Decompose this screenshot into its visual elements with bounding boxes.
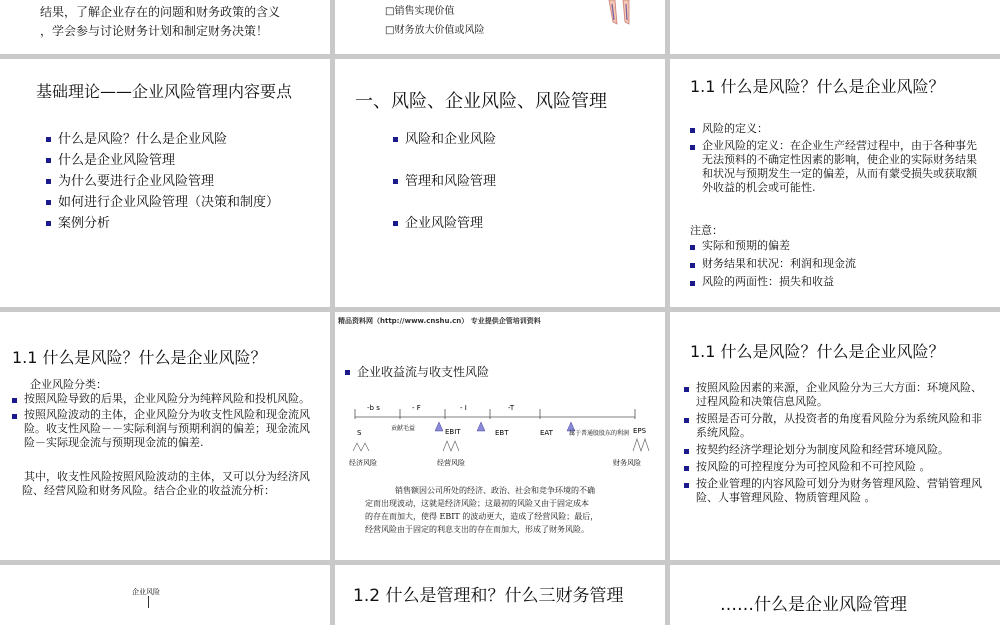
topic-item: 什么是企业风险管理 [46, 152, 306, 169]
node-label: EPS [633, 427, 647, 435]
slide-title: 1.1 什么是风险？什么是企业风险？ [690, 77, 945, 96]
topic-list [46, 131, 306, 232]
segment-label: - I [460, 404, 467, 412]
intro-line-1: 结果，了解企业存在的问题和财务政策的含义 [40, 5, 281, 19]
watermark-header: 精品资料网（http://www.cnshu.cn） 专业提供企管培训资料 [338, 317, 541, 325]
segment-label: -b s [367, 404, 380, 412]
slide-risk-classification [0, 312, 330, 560]
sources-list [684, 381, 984, 505]
legs-illustration [599, 0, 649, 28]
slide-blank-top [670, 0, 1000, 54]
definition-list [690, 122, 978, 195]
flow-explanation [365, 484, 655, 536]
sources-item: 按契约经济学理论划分为制度风险和经营环境风险。 [684, 443, 984, 457]
slide-intro-tail [0, 0, 330, 54]
flow-line: 销售额因公司所处的经济、政治、社会和竞争环境的不确 [395, 486, 595, 495]
flow-line: 的存在而加大，使得 EBIT 的波动更大，造成了经营风险；最后， [365, 512, 599, 521]
slide-risk-tree [0, 565, 330, 625]
intro-line-2: ，学会参与讨论财务计划和制定财务决策！ [40, 24, 269, 38]
sources-item: 按企业管理的内容风险可划分为财务管理风险、营销管理风险、人事管理风险、物质管理风险 。 [684, 477, 984, 505]
node-label: EBIT [445, 428, 461, 436]
classification-label: 企业风险分类： [30, 378, 107, 391]
section-list [393, 131, 496, 232]
node-label: EAT [540, 429, 553, 437]
slide-title: 一、风险、企业风险、风险管理 [355, 91, 607, 112]
slide-title: ……什么是企业风险管理 [720, 595, 907, 615]
slide-value-tail [335, 0, 665, 54]
topic-item: 为什么要进行企业风险管理 [46, 173, 306, 190]
common-profit-label: 属于普通股股东的利润 [569, 430, 630, 437]
slide-income-flow [335, 312, 665, 560]
sources-item: 按风险的可控程度分为可控风险和不可控风险 。 [684, 460, 984, 474]
slide-risk-management [670, 565, 1000, 625]
classification-item: 按照风险导致的后果，企业风险分为纯粹风险和投机风险。 [12, 392, 312, 406]
marker-triangle [477, 422, 485, 431]
value-item-2: □财务放大价值或风险 [385, 25, 485, 36]
note-item: 风险的两面性：损失和收益 [690, 275, 978, 289]
tree-root-label: 企业风险 [132, 588, 160, 596]
slide-risk-definition [670, 59, 1000, 307]
slide-management [335, 565, 665, 625]
income-flow-diagram [345, 397, 660, 477]
classification-para: 其中，收支性风险按照风险波动的主体，又可以分为经济风险、经营风险和财务风险。结合企业的收益流分析： [22, 470, 310, 497]
section-item: 企业风险管理 [393, 215, 496, 232]
classification-item: 按照风险波动的主体，企业风险分为收支性风险和现金流风险。收支性风险－－实际利润与预期利润的偏差；现金流风险－实际现金流与预期现金流的偏差. [12, 408, 312, 450]
classification-list [12, 392, 312, 450]
flow-line: 经营风险由于固定的利息支出的存在而加大，形成了财务风险。 [365, 525, 589, 534]
note-label: 注意： [690, 224, 723, 237]
definition-item: 风险的定义： [690, 122, 978, 136]
tree-connector [148, 596, 149, 608]
slide-title: 1.2 什么是管理和？什么三财务管理 [353, 586, 624, 606]
slide-basic-theory [0, 59, 330, 307]
sources-item: 按照风险因素的来源，企业风险分为三大方面：环境风险、过程风险和决策信息风险。 [684, 381, 984, 409]
topic-item: 如何进行企业风险管理（决策和制度） [46, 194, 306, 211]
topic-item: 案例分析 [46, 215, 306, 232]
value-item-1: □销售实现价值 [385, 6, 455, 17]
section-item: 管理和风险管理 [393, 173, 496, 190]
risk-label: 经济风险 [349, 459, 377, 467]
note-list [690, 239, 978, 289]
slide-risk-section [335, 59, 665, 307]
intro-text [40, 3, 280, 41]
section-item: 风险和企业风险 [393, 131, 496, 148]
contribution-label: 贡献毛益 [391, 425, 416, 432]
node-label: S [357, 429, 362, 437]
slide-risk-sources [670, 312, 1000, 560]
note-item: 财务结果和状况：利润和现金流 [690, 257, 978, 271]
node-label: EBT [495, 429, 509, 437]
slide-title: 1.1 什么是风险？什么是企业风险？ [12, 348, 267, 367]
marker-triangle [435, 422, 443, 431]
slide-title: 1.1 什么是风险？什么是企业风险？ [690, 342, 945, 361]
slide-title: 基础理论——企业风险管理内容要点 [36, 82, 293, 101]
flow-heading-item: 企业收益流与收支性风险 [345, 364, 489, 380]
risk-label: 经营风险 [437, 459, 465, 467]
note-item: 实际和预期的偏差 [690, 239, 978, 253]
segment-label: -T [508, 404, 515, 412]
topic-item: 什么是风险？什么是企业风险 [46, 131, 306, 148]
flow-heading [345, 364, 489, 380]
sources-item: 按照是否可分散，从投资者的角度看风险分为系统风险和非系统风险。 [684, 412, 984, 440]
value-list [385, 2, 484, 40]
segment-label: - F [412, 404, 421, 412]
risk-label: 财务风险 [613, 459, 641, 467]
flow-line: 定而出现波动，这就是经济风险；这最初的风险又由于固定成本 [365, 499, 589, 508]
definition-item: 企业风险的定义：在企业生产经营过程中，由于各种事先无法预料的不确定性因素的影响，使企业的实际财务结果和状况与预期发生一定的偏差，从而有蒙受损失或获取额外收益的机会或可能性. [690, 139, 978, 195]
